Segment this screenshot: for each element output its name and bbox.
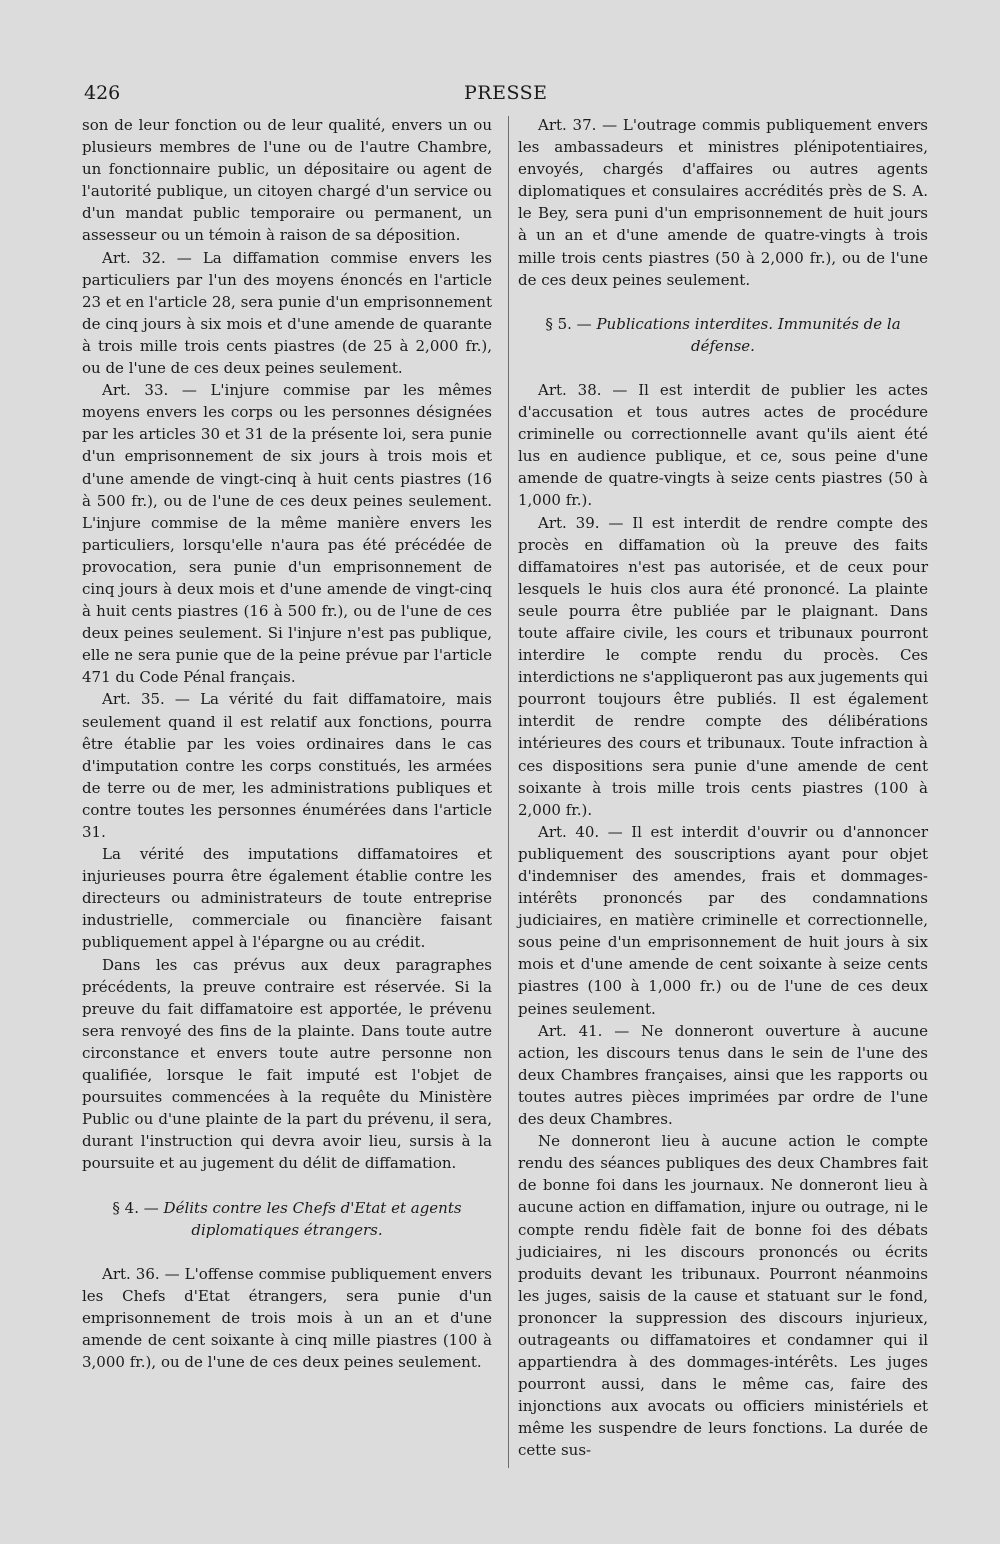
section-number: § 5. — (545, 314, 592, 333)
section-title: Délits contre les Chefs d'Etat et agents diplomatiques étrangers. (163, 1198, 462, 1239)
paragraph: Dans les cas prévus aux deux paragraphes précédents, la preuve contraire est réservée. Si la preuve du fait diffamatoire est apportée, le prévenu sera renvoyé des fins de la plainte. Dans toute autre circonstance et envers toute autre personne non qualifiée, lorsque le fait imputé est l'objet de poursuites commencées à la requête du Ministère Public ou d'une plainte de la part du prévenu, il sera, durant l'instruction qui devra avoir lieu, sursis à la poursuite et au jugement du délit de diffamation. (82, 955, 492, 1173)
paragraph: son de leur fonction ou de leur qualité, envers un ou plusieurs membres de l'une ou de l'autre Chambre, un fonctionnaire public, un dépositaire ou agent de l'autorité publique, un citoyen chargé d'un service ou d'un mandat public temporaire ou permanent, un assesseur ou un témoin à raison de sa déposition. (82, 116, 492, 245)
section-heading-4 (82, 1197, 492, 1241)
section-title: Publications interdites. Immunités de la défense. (596, 314, 901, 355)
running-title: PRESSE (464, 82, 548, 104)
page-header (0, 82, 1000, 112)
section-number: § 4. — (112, 1198, 159, 1217)
paragraph: La vérité des imputations diffamatoires et injurieuses pourra être également établie contre les directeurs ou administrateurs de toute entreprise industrielle, commerciale ou financière faisant publiquement appel à l'épargne ou au crédit. (82, 845, 492, 952)
article-35: Art. 35. — La vérité du fait diffamatoire, mais seulement quand il est relatif aux fonctions, pourra être établie par les voies ordinaires dans le cas d'imputation contre les corps constitués, les armées de terre ou de mer, les administrations publiques et contre toutes les personnes énumérées dans l'article 31. (82, 690, 492, 841)
right-column (518, 114, 928, 1462)
article-37: Art. 37. — L'outrage commis publiquement envers les ambassadeurs et ministres plénipotentiaires, envoyés, chargés d'affaires ou autres agents diplomatiques et consulaires accrédités près de S. A. le Bey, sera puni d'un emprisonnement de huit jours à un an et d'une amende de quatre-vingts à trois mille trois cents piastres (50 à 2,000 fr.), ou de l'une de ces deux peines seulement. (518, 116, 928, 289)
left-column (82, 114, 492, 1373)
page-number: 426 (84, 82, 121, 104)
section-heading-5 (518, 313, 928, 357)
paragraph: Ne donneront lieu à aucune action le compte rendu des séances publiques des deux Chambres fait de bonne foi dans les journaux. Ne donneront lieu à aucune action en diffamation, injure ou outrage, ni le compte rendu fidèle fait de bonne foi des débats judiciaires, ni les discours prononcés ou écrits produits devant les tribunaux. Pourront néanmoins les juges, saisis de la cause et statuant sur le fond, prononcer la suppression des discours injurieux, outrageants ou diffamatoires et condamner qui il appartiendra à des dommages-intérêts. Les juges pourront aussi, dans le même cas, faire des injonctions aux avocats ou officiers ministériels et même les suspendre de leurs fonctions. La durée de cette sus- (518, 1132, 928, 1460)
article-32: Art. 32. — La diffamation commise envers les particuliers par l'un des moyens énoncés en l'article 23 et en l'article 28, sera punie d'un emprisonnement de cinq jours à six mois et d'une amende de quarante à trois mille trois cents piastres (de 25 à 2,000 fr.), ou de l'une de ces deux peines seulement. (82, 248, 492, 378)
article-33: Art. 33. — L'injure commise par les mêmes moyens envers les corps ou les personnes désignées par les articles 30 et 31 de la présente loi, sera punie d'un emprisonnement de six jours à trois mois et d'une amende de vingt-cinq à huit cents piastres (16 à 500 fr.), ou de l'une de ces deux peines seulement. L'injure commise de la même manière envers les particuliers, lorsqu'elle n'aura pas été précédée de provocation, sera punie d'un emprisonnement de cinq jours à deux mois et d'une amende de vingt-cinq à huit cents piastres (16 à 500 fr.), ou de l'une de ces deux peines seulement. Si l'injure n'est pas publique, elle ne sera punie que de la peine prévue par l'article 471 du Code Pénal français. (82, 381, 492, 687)
article-38: Art. 38. — Il est interdit de publier les actes d'accusation et tous autres actes de procédure criminelle ou correctionnelle avant qu'ils aient été lus en audience publique, et ce, sous peine d'une amende de quatre-vingts à seize cents piastres (50 à 1,000 fr.). (518, 380, 928, 510)
article-39: Art. 39. — Il est interdit de rendre compte des procès en diffamation où la preuve des faits diffamatoires n'est pas autorisée, et de ceux pour lesquels le huis clos aura été prononcé. La plainte seule pourra être publiée par le plaignant. Dans toute affaire civile, les cours et tribunaux pourront interdire le compte rendu du procès. Ces interdictions ne s'appliqueront pas aux jugements qui pourront toujours être publiés. Il est également interdit de rendre compte des délibérations intérieures des cours et tribunaux. Toute infraction à ces dispositions sera punie d'une amende de cent soixante à trois mille trois cents piastres (100 à 2,000 fr.). (518, 513, 928, 819)
column-divider (508, 116, 509, 1468)
article-40: Art. 40. — Il est interdit d'ouvrir ou d'annoncer publiquement des souscriptions ayant pour objet d'indemniser des amendes, frais et dommages-intérêts prononcés par des condamnations judiciaires, en matière criminelle et correctionnelle, sous peine d'un emprisonnement de huit jours à six mois et d'une amende de cent soixante à seize cents piastres (100 à 1,000 fr.) ou de l'une de ces deux peines seulement. (518, 822, 928, 1018)
article-36: Art. 36. — L'offense commise publiquement envers les Chefs d'Etat étrangers, sera punie d'un emprisonnement de trois mois à un an et d'une amende de cent soixante à cinq mille piastres (100 à 3,000 fr.), ou de l'une de ces deux peines seulement. (82, 1264, 492, 1372)
article-41: Art. 41. — Ne donneront ouverture à aucune action, les discours tenus dans le sein de l'une des deux Chambres françaises, ainsi que les rapports ou toutes autres pièces imprimées par ordre de l'une des deux Chambres. (518, 1021, 928, 1129)
